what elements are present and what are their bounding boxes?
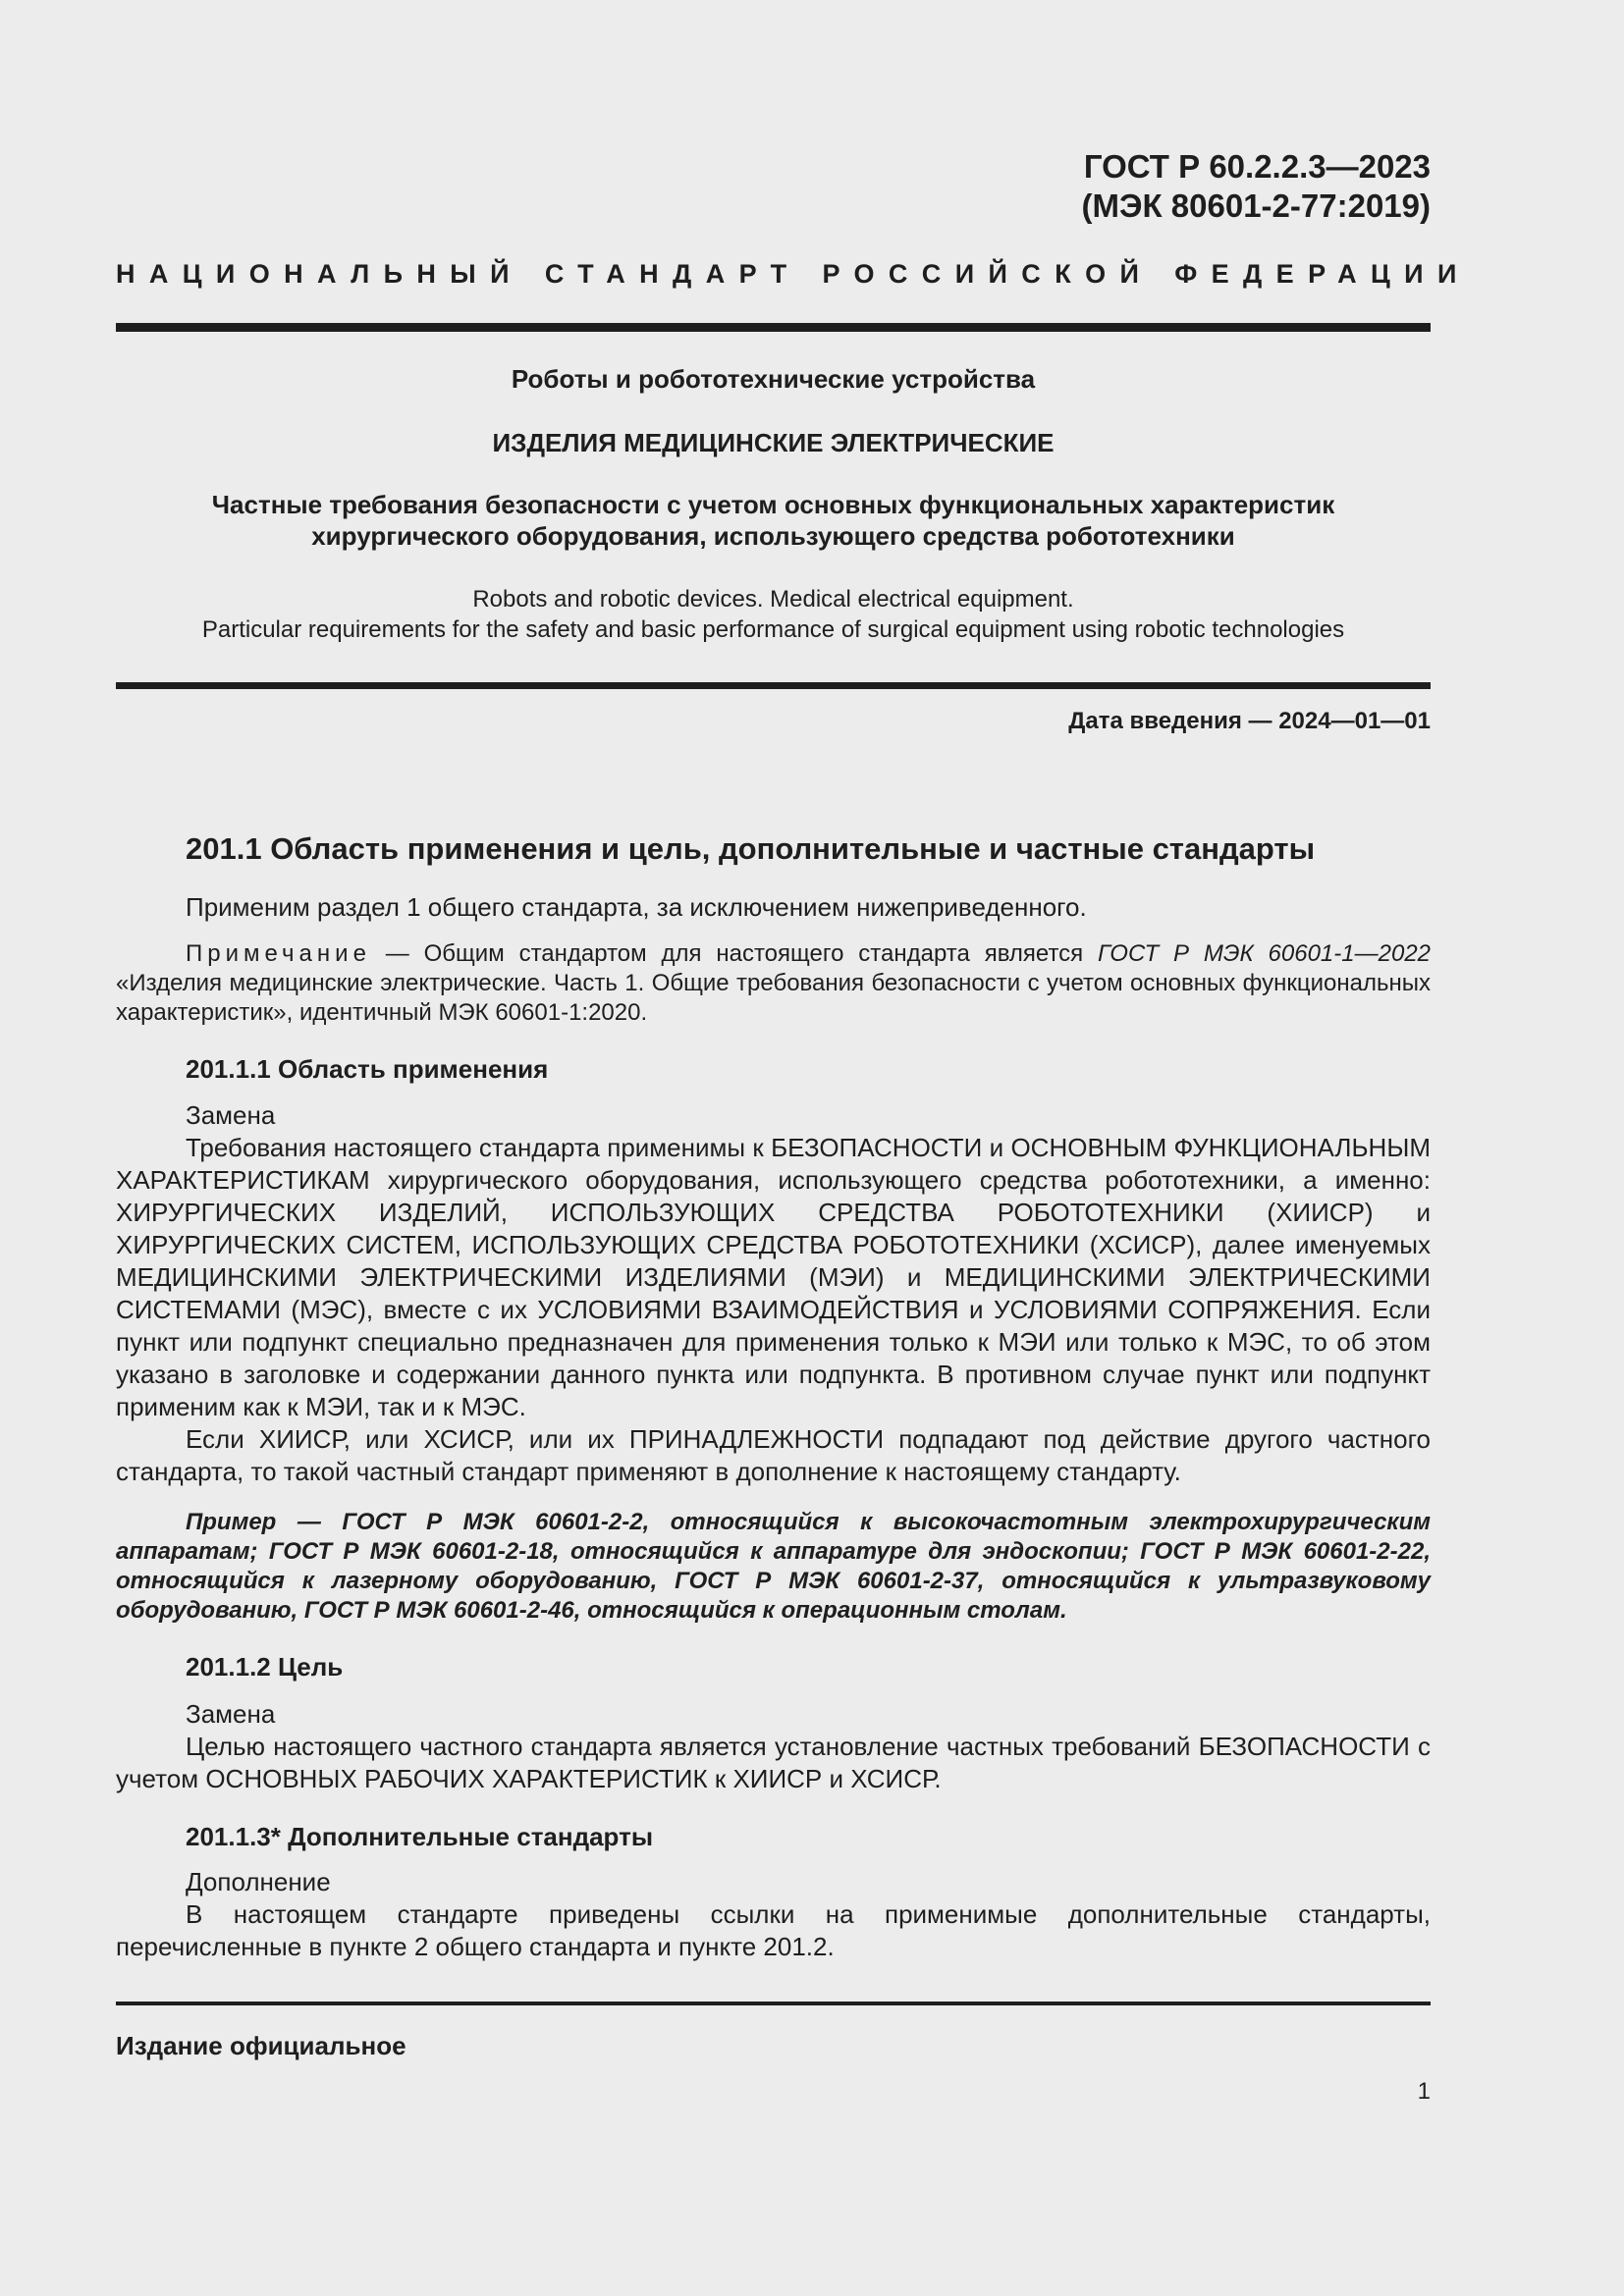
note-reference: ГОСТ Р МЭК 60601-1—2022: [1098, 940, 1432, 967]
paragraph: Если ХИИСР, или ХСИСР, или их ПРИНАДЛЕЖНОСТИ подпадают под действие другого частного стандарта, то такой частный стандарт применяют в дополнение к настоящему стандарту.: [116, 1424, 1431, 1486]
designation-block: [116, 147, 1431, 226]
subsection-heading-scope: 201.1.1 Область применения: [186, 1054, 549, 1084]
collateral-body: [116, 1866, 1431, 1963]
standard-designation: ГОСТ Р 60.2.2.3—2023: [1083, 148, 1431, 185]
change-type: Дополнение: [186, 1867, 331, 1896]
paragraph: В настоящем стандарте приведены ссылки на применимые дополнительные стандарты, перечисленные в пункте 2 общего стандарта и пункте 201.2.: [116, 1899, 1431, 1961]
national-standard-banner: НАЦИОНАЛЬНЫЙ СТАНДАРТ РОССИЙСКОЙ ФЕДЕРАЦИИ: [116, 259, 1471, 289]
iec-designation: (МЭК 80601-2-77:2019): [1081, 187, 1431, 224]
paragraph: Применим раздел 1 общего стандарта, за исключением нижеприведенного.: [186, 892, 1087, 922]
standard-main-title: ИЗДЕЛИЯ МЕДИЦИНСКИЕ ЭЛЕКТРИЧЕСКИЕ: [492, 428, 1055, 457]
top-thick-rule: [116, 323, 1431, 332]
official-edition-label: Издание официальное: [116, 2031, 406, 2060]
title-bottom-rule: [116, 682, 1431, 689]
subsection-heading-collateral: 201.1.3* Дополнительные стандарты: [186, 1822, 654, 1851]
section-intro: [116, 891, 1431, 924]
footer-rule: [116, 2002, 1431, 2005]
change-type: Замена: [186, 1100, 276, 1130]
standard-subtitle: Частные требования безопасности с учетом основных функциональных характеристик хирургического оборудования, использующего средства робототехники: [211, 490, 1335, 551]
note-label: Примечание: [186, 940, 371, 967]
purpose-body: [116, 1698, 1431, 1795]
english-title: Robots and robotic devices. Medical electrical equipment. Particular requirements for the safety and basic performance of surgical equipment using robotic technologies: [201, 586, 1345, 643]
change-type: Замена: [186, 1699, 276, 1729]
standard-group-title: Роботы и робототехнические устройства: [511, 364, 1036, 394]
page-number: 1: [1417, 2078, 1431, 2105]
example: Пример — ГОСТ Р МЭК 60601-2-2, относящийся к высокочастотным электрохирургическим аппаратам; ГОСТ Р МЭК 60601-2-18, относящийся к аппаратуре для эндоскопии; ГОСТ Р МЭК 60601-2-22, относящийся к лазерному оборудованию, ГОСТ Р МЭК 60601-2-37, относящийся к ультразвуковому оборудованию, ГОСТ Р МЭК 60601-2-46, относящийся к операционным столам.: [116, 1509, 1431, 1624]
paragraph: Требования настоящего стандарта применимы к БЕЗОПАСНОСТИ и ОСНОВНЫМ ФУНКЦИОНАЛЬНЫМ ХАРАКТЕРИСТИКАМ хирургического оборудования, использующего средства робототехники, а именно: ХИРУРГИЧЕСКИХ ИЗДЕЛИЙ, ИСПОЛЬЗУЮЩИХ СРЕДСТВА РОБОТОТЕХНИКИ (ХИИСР) и ХИРУРГИЧЕСКИХ СИСТЕМ, ИСПОЛЬЗУЮЩИХ СРЕДСТВА РОБОТОТЕХНИКИ (ХСИСР), далее именуемых МЕДИЦИНСКИМИ ЭЛЕКТРИЧЕСКИМИ ИЗДЕЛИЯМИ (МЭИ) и МЕДИЦИНСКИМИ ЭЛЕКТРИЧЕСКИМИ СИСТЕМАМИ (МЭС), вместе с их УСЛОВИЯМИ ВЗАИМОДЕЙСТВИЯ и УСЛОВИЯМИ СОПРЯЖЕНИЯ. Если пункт или подпункт специально предназначен для применения только к МЭИ или только к МЭС, то об этом указано в заголовке и содержании данного пункта или подпункта. В противном случае пункт или подпункт применим как к МЭИ, так и к МЭС.: [116, 1133, 1431, 1421]
section-heading: 201.1 Область применения и цель, дополнительные и частные стандарты: [186, 831, 1316, 866]
paragraph: Целью настоящего частного стандарта является установление частных требований БЕЗОПАСНОСТИ с учетом ОСНОВНЫХ РАБОЧИХ ХАРАКТЕРИСТИК к ХИИСР и ХСИСР.: [116, 1732, 1431, 1793]
introduction-date: Дата введения — 2024—01—01: [1068, 708, 1431, 734]
scope-body: [116, 1099, 1431, 1488]
note: Примечание — Общим стандартом для настоящего стандарта является ГОСТ Р МЭК 60601-1—2022 «Изделия медицинские электрические. Часть 1. Общие требования безопасности с учетом основных функциональных характеристик», идентичный МЭК 60601-1:2020.: [116, 940, 1432, 1026]
subsection-heading-purpose: 201.1.2 Цель: [186, 1652, 344, 1682]
